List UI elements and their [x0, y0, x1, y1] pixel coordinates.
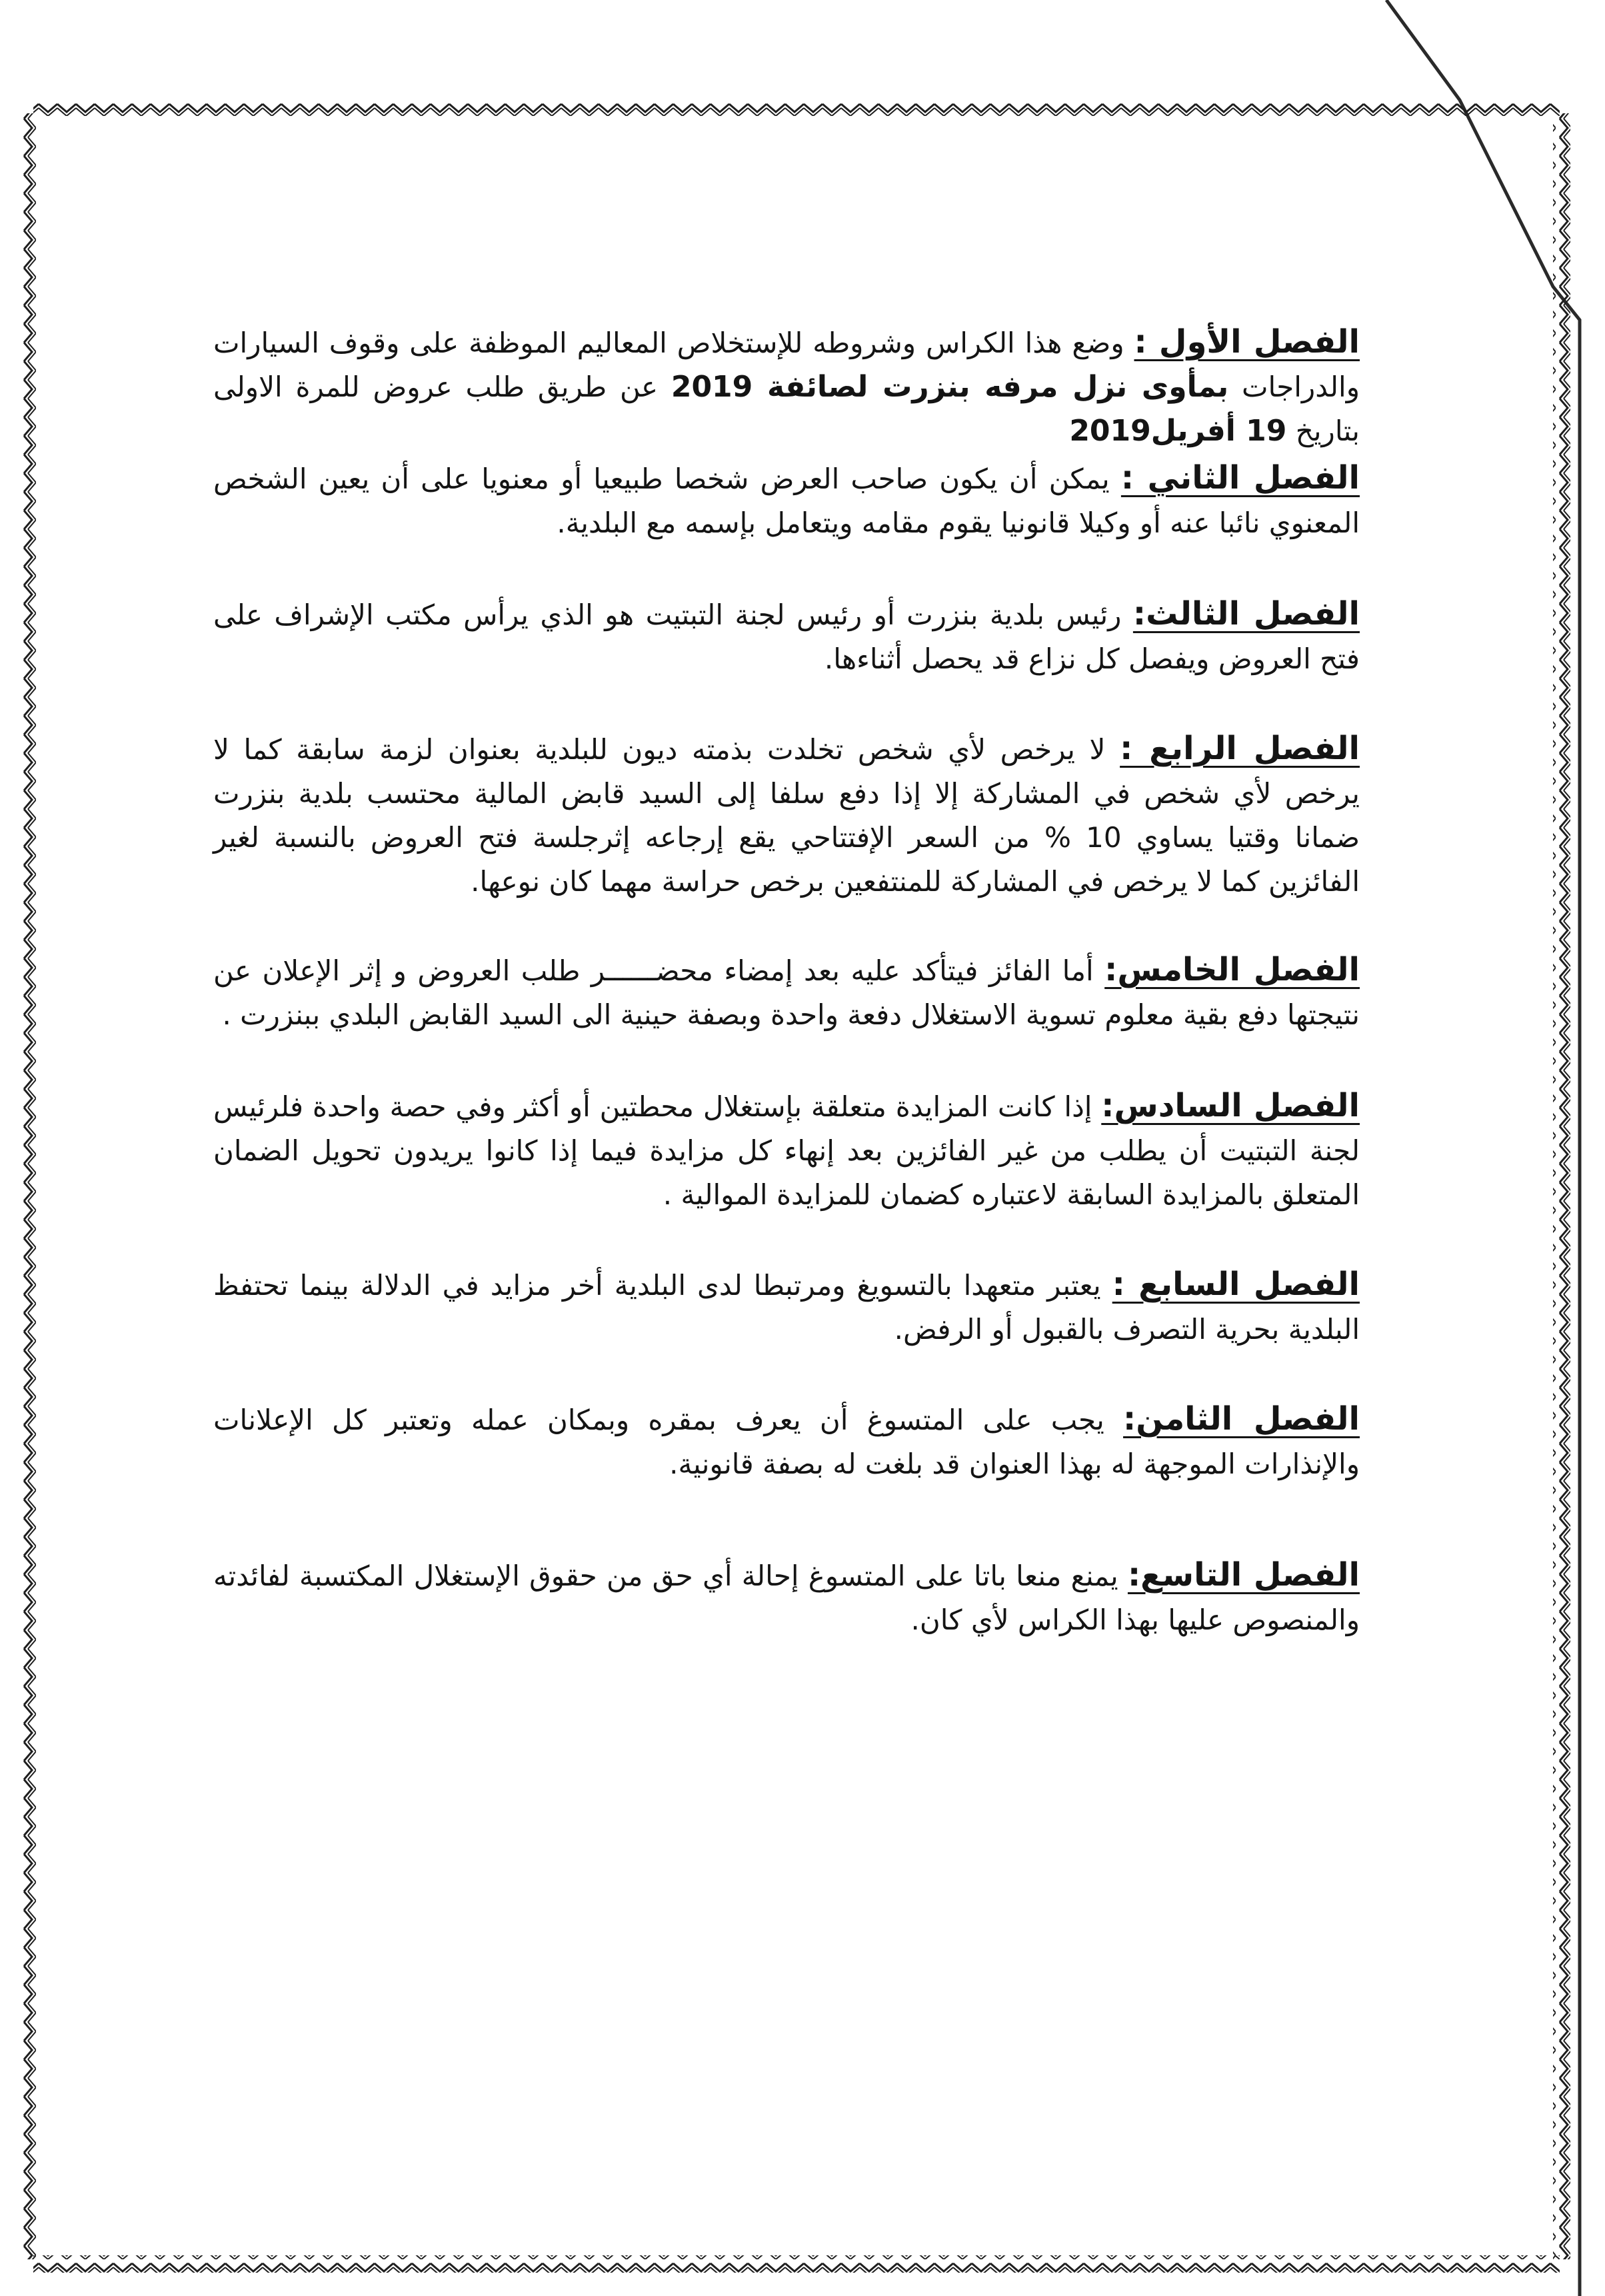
article-3-text: رئيس بلدية بنزرت أو رئيس لجنة التبتيت هو الذي يرأس مكتب الإشراف على فتح العروض ويفصل كل نزاع قد يحصل أثناءها.: [213, 598, 1360, 675]
article-3: [213, 592, 1360, 681]
article-5-text: أما الفائز فيتأكد عليه بعد إمضاء محضــــــر طلب العروض و إثر الإعلان عن نتيجتها دفع بقية معلوم تسوية الاستغلال دفعة واحدة وبصفة حينية الى السيد القابض البلدي ببنزرت .: [213, 954, 1360, 1031]
article-9-heading: الفصل التاسع:: [1127, 1556, 1360, 1594]
article-4-heading: الفصل الرابع :: [1120, 730, 1360, 767]
article-1: [213, 320, 1360, 453]
article-7-heading: الفصل السابع :: [1112, 1266, 1360, 1303]
article-6: [213, 1084, 1360, 1217]
article-2-heading: الفصل الثاني :: [1120, 459, 1360, 497]
article-6-heading: الفصل السادس:: [1101, 1087, 1360, 1124]
article-8: [213, 1397, 1360, 1486]
article-5-heading: الفصل الخامس:: [1104, 951, 1360, 988]
article-8-heading: الفصل الثامن:: [1123, 1400, 1360, 1438]
article-2: [213, 456, 1360, 545]
article-5: [213, 948, 1360, 1037]
article-4: [213, 726, 1360, 904]
article-1-heading: الفصل الأول :: [1134, 323, 1360, 361]
article-9-text: يمنع منعا باتا على المتسوغ إحالة أي حق من حقوق الإستغلال المكتسبة لفائدته والمنصوص عليها بهذا الكراس لأي كان.: [213, 1560, 1360, 1636]
article-2-text: يمكن أن يكون صاحب العرض شخصا طبيعيا أو معنويا على أن يعين الشخص المعنوي نائبا عنه أو وكيلا قانونيا يقوم مقامه ويتعامل بإسمه مع البلدية.: [213, 463, 1360, 539]
article-1-highlight-location: بمأوى نزل مرفه بنزرت لصائفة 2019: [671, 370, 1229, 404]
article-9: [213, 1553, 1360, 1642]
article-1-text-part-1: وضع هذا الكراس وشروطه للإستخلاص المعاليم الموظفة على وقوف السيارات والدراجات: [213, 327, 1360, 403]
article-8-text: يجب على المتسوغ أن يعرف بمقره وبمكان عمله وتعتبر كل الإعلانات والإنذارات الموجهة له بهذا العنوان قد بلغت له بصفة قانونية.: [213, 1404, 1360, 1480]
article-6-text: إذا كانت المزايدة متعلقة بإستغلال محطتين أو أكثر وفي حصة واحدة فلرئيس لجنة التبتيت أن يطلب من غير الفائزين بعد إنهاء كل مزايدة فيما إذا كانوا يريدون تحويل الضمان المتعلق بالمزايدة السابقة لاعتباره كضمان للمزايدة الموالية .: [213, 1090, 1360, 1211]
article-3-heading: الفصل الثالث:: [1132, 595, 1360, 632]
article-7-text: يعتبر متعهدا بالتسويغ ومرتبطا لدى البلدية أخر مزايد في الدلالة بينما تحتفظ البلدية بحرية التصرف بالقبول أو الرفض.: [213, 1269, 1360, 1346]
article-4-text: لا يرخص لأي شخص تخلدت بذمته ديون للبلدية بعنوان لزمة سابقة كما لا يرخص لأي شخص في المشاركة إلا إذا دفع سلفا إلى السيد قابض المالية محتسب بلدية بنزرت ضمانا وقتيا يساوي 10 % من السعر الإفتتاحي يقع إرجاعه إثرجلسة فتح العروض بالنسبة لغير الفائزين كما لا يرخص في المشاركة للمنتفعين برخص حراسة مهما كان نوعها.: [213, 733, 1360, 898]
document-body: [213, 320, 1360, 1642]
article-1-text-part-2: عن طريق طلب عروض للمرة الاولى بتاريخ: [213, 371, 1360, 447]
article-1-highlight-date: 19 أفريل2019: [1069, 414, 1287, 448]
article-7: [213, 1262, 1360, 1352]
